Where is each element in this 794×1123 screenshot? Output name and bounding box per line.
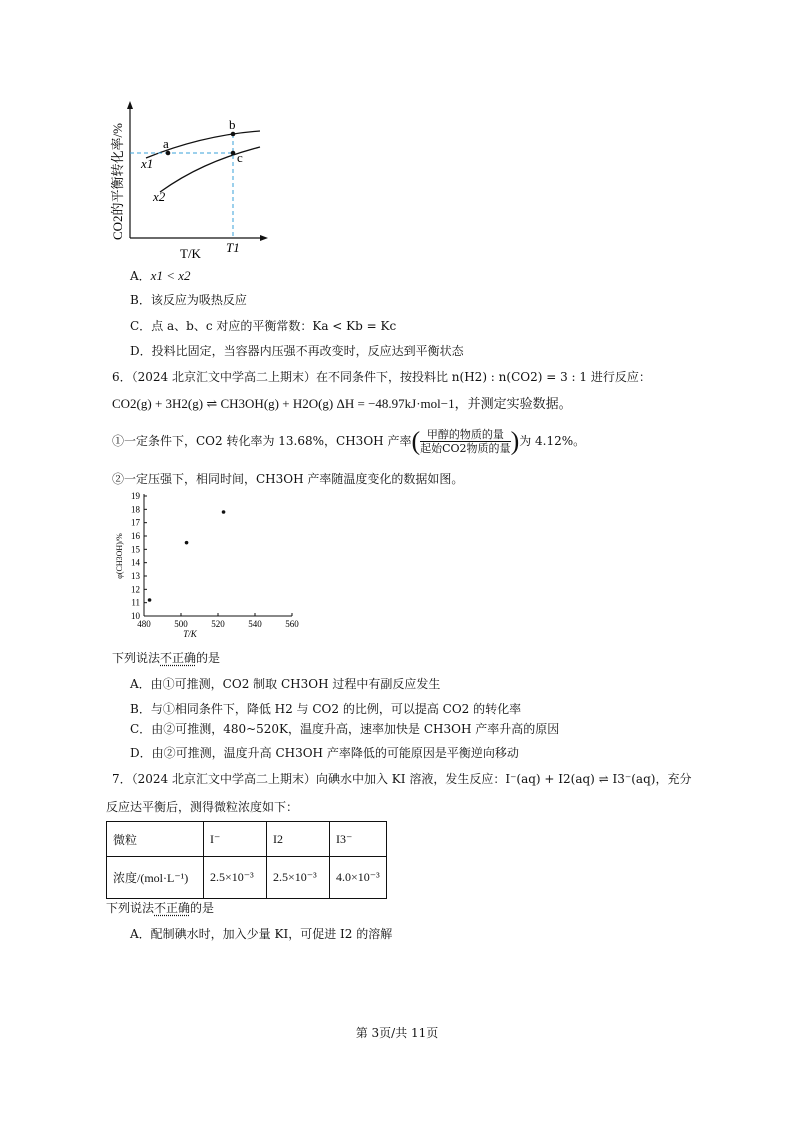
label-c: c	[237, 150, 243, 165]
q6-option-a: A．由①可推测，CO2 制取 CH3OH 过程中有副反应发生	[130, 677, 441, 691]
q6-question: 下列说法不正确的是	[112, 651, 221, 665]
table-header: I⁻	[204, 822, 267, 857]
label-T1: T1	[226, 240, 240, 255]
y-tick-label: 15	[131, 544, 140, 555]
q5-option-c: C．点 a、b、c 对应的平衡常数：Ka < Kb = Kc	[130, 319, 397, 333]
q7-stem-line2: 反应达平衡后，测得微粒浓度如下：	[106, 800, 299, 814]
x-tick-label: 480	[137, 619, 151, 629]
table-header: I3⁻	[330, 822, 387, 857]
yield-fraction: $\frac{\text{甲醇的物质的量}}{\text{起始CO2物质的量}}$	[420, 428, 511, 455]
x-tick-label: 500	[174, 619, 188, 629]
y-tick-label: 14	[131, 557, 140, 568]
table-header: 微粒	[107, 822, 204, 857]
q5-option-d: D．投料比固定，当容器内压强不再改变时，反应达到平衡状态	[130, 344, 464, 358]
y-tick-label: 13	[131, 571, 140, 581]
table-cell: 2.5×10⁻³	[267, 857, 330, 899]
table-header: I2	[267, 822, 330, 857]
concentration-table	[106, 821, 387, 899]
curve-x2	[160, 147, 260, 192]
label-x1: x1	[141, 156, 154, 171]
y-tick-label: 19	[131, 491, 140, 501]
q6-option-b: B．与①相同条件下，降低 H2 与 CO2 的比例，可以提高 CO2 的转化率	[130, 702, 522, 716]
x-axis-label: T/K	[183, 629, 197, 639]
methanol-yield-chart	[110, 490, 310, 640]
data-point	[148, 598, 152, 602]
table-cell: 2.5×10⁻³	[204, 857, 267, 899]
q5-option-b: B．该反应为吸热反应	[130, 293, 247, 307]
q6-item2: ②一定压强下，相同时间，CH3OH 产率随温度变化的数据如图。	[112, 472, 464, 486]
q6-option-c: C．由②可推测，480~520K，温度升高，速率加快是 CH3OH 产率升高的原因	[130, 722, 560, 736]
y-tick-label: 10	[131, 611, 140, 621]
conversion-graph	[108, 100, 278, 260]
q6-stem: 6．（2024 北京汇文中学高二上期末）在不同条件下，按投料比 n(H2) : n(CO2) = 3 : 1 进行反应：	[112, 370, 651, 384]
page-footer: 第 3页/共 11页	[355, 1026, 439, 1040]
y-axis-label: φ(CH3OH)/%	[115, 533, 124, 579]
q5-option-a: A．x1 < x2	[130, 268, 191, 283]
q7-question: 下列说法不正确的是	[106, 901, 215, 915]
y-tick-label: 12	[131, 584, 140, 595]
x-tick-label: 560	[285, 619, 299, 629]
table-cell: 4.0×10⁻³	[330, 857, 387, 899]
q7-option-a: A．配制碘水时，加入少量 KI，可促进 I2 的溶解	[130, 927, 393, 941]
y-tick-label: 16	[131, 531, 140, 541]
label-b: b	[229, 117, 236, 132]
label-a: a	[163, 136, 169, 151]
q6-equation: CO2(g) + 3H2(g) ⇌ CH3OH(g) + H2O(g) ΔH = −48.97kJ·mol−1，并测定实验数据。	[112, 396, 572, 411]
data-point	[185, 541, 189, 545]
q6-option-d: D．由②可推测，温度升高 CH3OH 产率降低的可能原因是平衡逆向移动	[130, 746, 519, 760]
point-a	[166, 151, 171, 156]
point-b	[231, 132, 236, 137]
x-tick-label: 540	[248, 619, 262, 629]
y-tick-label: 18	[131, 504, 140, 515]
ylabel-conversion: CO2的平衡转化率/%	[110, 122, 125, 240]
q7-stem-line1: 7．（2024 北京汇文中学高二上期末）向碘水中加入 KI 溶液，发生反应：I⁻(aq) + I2(aq) ⇌ I3⁻(aq)，充分	[112, 772, 692, 786]
x-tick-label: 520	[211, 619, 225, 629]
data-point	[222, 510, 226, 514]
point-c	[231, 151, 236, 156]
q6-item1: ①一定条件下，CO2 转化率为 13.68%，CH3OH 产率( $\frac{\text{甲醇的物质的量}}{\text{起始CO2物质的量}}$ )为 4.12%。	[112, 426, 586, 456]
y-tick-label: 11	[131, 597, 140, 608]
y-tick-label: 17	[131, 517, 140, 528]
xlabel-TK: T/K	[180, 246, 201, 260]
table-row-label: 浓度/(mol·L⁻¹)	[107, 857, 204, 899]
label-x2: x2	[153, 189, 166, 204]
